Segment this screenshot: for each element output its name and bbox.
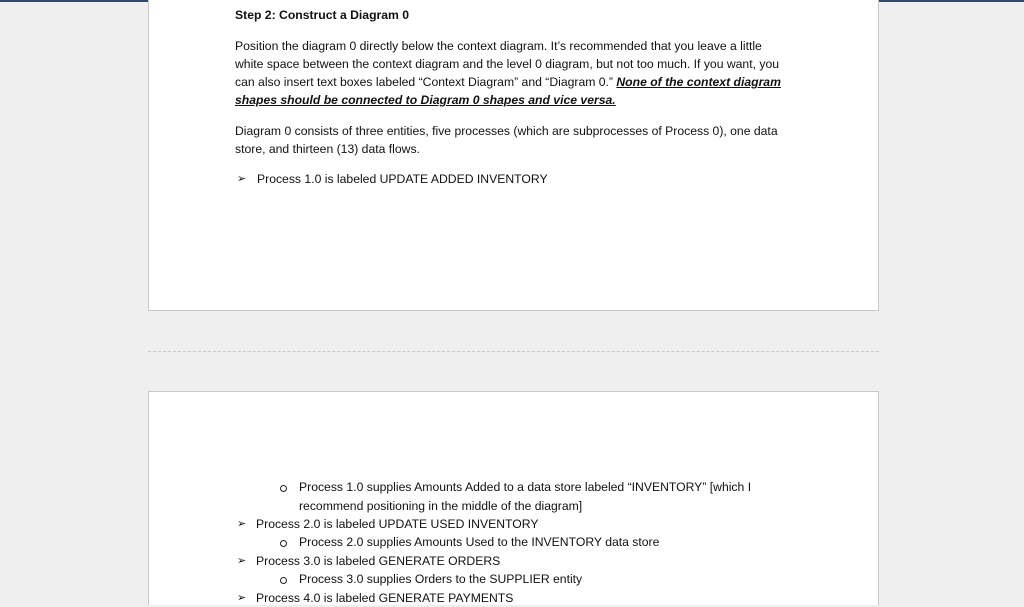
paragraph-2-line-1: Diagram 0 consists of three entities, five processes (which are subprocesses of Process 0), one data (235, 124, 778, 138)
arrowhead-bullet-icon: ➢ (237, 555, 247, 567)
document-page-2 (148, 391, 879, 605)
page-break-separator (148, 351, 879, 352)
sub-bullet-process-1-line-2: recommend positioning in the middle of the diagram] (299, 499, 583, 513)
paragraph-2-line-2: store, and thirteen (13) data flows. (235, 142, 420, 156)
sub-bullet-process-2: Process 2.0 supplies Amounts Used to the INVENTORY data store (299, 535, 660, 549)
emphasis-text: None of the context diagram (616, 75, 781, 89)
bullet-process-2: Process 2.0 is labeled UPDATE USED INVENTORY (256, 517, 539, 531)
hollow-circle-bullet-icon (280, 540, 287, 547)
hollow-circle-bullet-icon (280, 577, 287, 584)
arrowhead-bullet-icon: ➢ (237, 592, 247, 604)
document-page-1 (148, 0, 879, 311)
bullet-process-4: Process 4.0 is labeled GENERATE PAYMENTS (256, 591, 514, 605)
bullet-process-1: Process 1.0 is labeled UPDATE ADDED INVENTORY (257, 172, 548, 186)
paragraph-1-text: can also insert text boxes labeled “Context Diagram” and “Diagram 0.” (235, 75, 617, 89)
arrowhead-bullet-icon: ➢ (237, 518, 247, 530)
sub-bullet-process-3: Process 3.0 supplies Orders to the SUPPLIER entity (299, 572, 583, 586)
paragraph-1-line-1: Position the diagram 0 directly below the context diagram. It’s recommended that you leave a little (235, 39, 762, 53)
paragraph-1-line-3 (235, 73, 781, 91)
sub-bullet-process-1-line-1: Process 1.0 supplies Amounts Added to a data store labeled “INVENTORY” [which I (299, 480, 752, 494)
step-heading: Step 2: Construct a Diagram 0 (235, 8, 410, 22)
arrowhead-bullet-icon: ➢ (237, 173, 247, 185)
hollow-circle-bullet-icon (280, 485, 287, 492)
paragraph-1-line-2: white space between the context diagram and the level 0 diagram, but not too much. If you want, you (235, 57, 780, 71)
bullet-process-3: Process 3.0 is labeled GENERATE ORDERS (256, 554, 501, 568)
emphasis-text-line-2: shapes should be connected to Diagram 0 shapes and vice versa. (235, 93, 616, 107)
